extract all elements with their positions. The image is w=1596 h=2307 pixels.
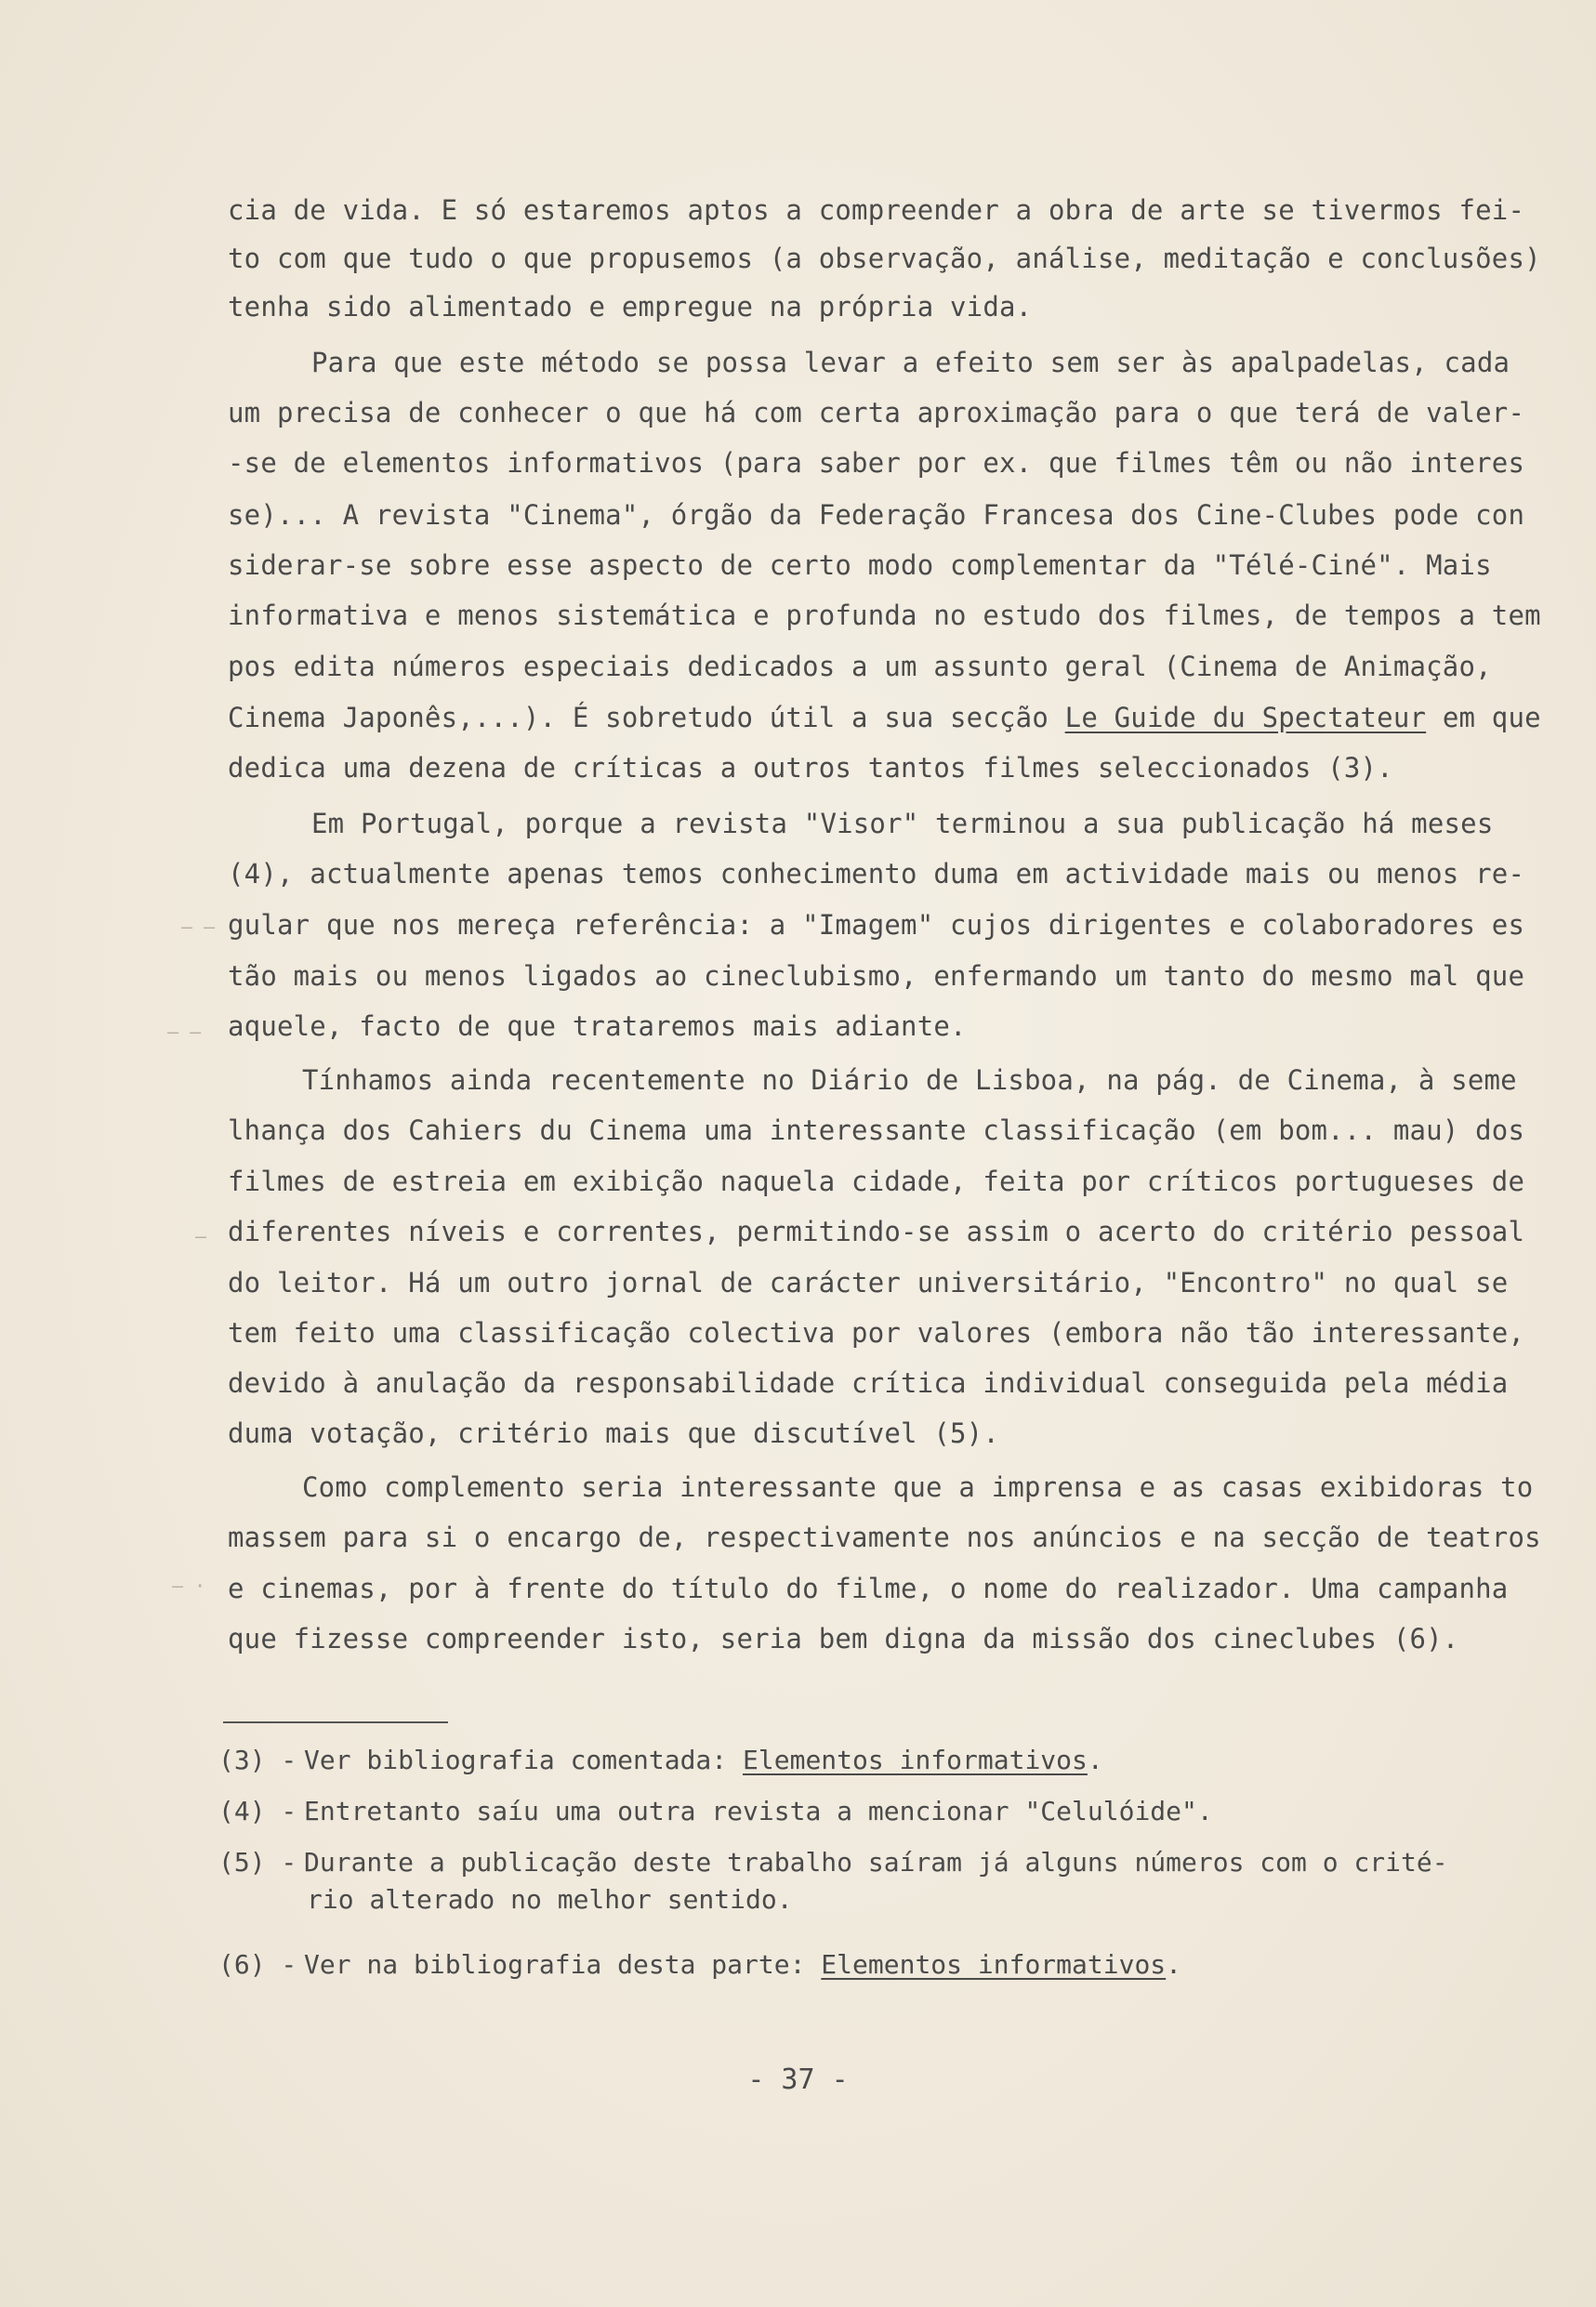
footnote-text: Ver bibliografia comentada: — [304, 1745, 744, 1775]
text-line: devido à anulação da responsabilidade crítica individual conseguida pela média — [228, 1367, 1509, 1399]
footnote-continuation: rio alterado no melhor sentido. — [307, 1884, 793, 1915]
publication-title: Le Guide du Spectateur — [1064, 702, 1427, 733]
footnote-text: Ver na bibliografia desta parte: — [304, 1949, 822, 1980]
text-line: tenha sido alimentado e empregue na própria vida. — [228, 291, 1033, 323]
text-line: tem feito uma classificação colectiva por valores (embora não tão interessante, — [228, 1317, 1525, 1349]
text-line: diferentes níveis e correntes, permitindo-se assim o acerto do critério pessoal — [228, 1216, 1525, 1247]
footnote-text: Entretanto saíu uma outra revista a mencionar "Celulóide". — [304, 1796, 1213, 1826]
text-line: lhança dos Cahiers du Cinema uma interessante classificação (em bom... mau) dos — [228, 1114, 1525, 1146]
text-line: que fizesse compreender isto, seria bem digna da missão dos cineclubes (6). — [228, 1623, 1459, 1654]
footnote-divider — [223, 1721, 448, 1723]
footnote-reference: Elementos informativos — [743, 1745, 1088, 1775]
text-line: duma votação, critério mais que discutível (5). — [228, 1417, 999, 1449]
text-line: cia de vida. E só estaremos aptos a compreender a obra de arte se tivermos fei- — [228, 194, 1525, 226]
text-line-with-title — [228, 699, 1541, 736]
margin-mark: — · — [172, 1575, 206, 1597]
text-segment: em que — [1426, 702, 1541, 733]
text-line: e cinemas, por à frente do título do filme, o nome do realizador. Uma campanha — [228, 1573, 1509, 1604]
text-line: -se de elementos informativos (para saber por ex. que filmes têm ou não interes — [228, 447, 1525, 479]
text-line: Para que este método se possa levar a efeito sem ser às apalpadelas, cada — [311, 347, 1510, 378]
text-line: Tínhamos ainda recentemente no Diário de Lisboa, na pág. de Cinema, à seme — [302, 1064, 1517, 1096]
footnote-number: (3) - — [218, 1745, 297, 1775]
footnote — [218, 1742, 1103, 1779]
footnote-reference: Elementos informativos — [821, 1949, 1167, 1980]
text-line: massem para si o encargo de, respectivamente nos anúncios e na secção de teatros — [228, 1522, 1541, 1553]
text-line: siderar-se sobre esse aspecto de certo modo complementar da "Télé-Ciné". Mais — [228, 549, 1492, 581]
text-line: Em Portugal, porque a revista "Visor" terminou a sua publicação há meses — [311, 808, 1494, 839]
margin-mark: — — — [181, 916, 216, 938]
footnote — [218, 1793, 1213, 1830]
text-line: um precisa de conhecer o que há com certa aproximação para o que terá de valer- — [228, 397, 1525, 428]
text-line: tão mais ou menos ligados ao cineclubismo, enfermando um tanto do mesmo mal que — [228, 960, 1525, 992]
footnote-number: (5) - — [218, 1847, 297, 1878]
footnote-number: (4) - — [218, 1796, 297, 1826]
text-line: aquele, facto de que trataremos mais adiante. — [228, 1010, 967, 1042]
margin-mark: — — [195, 1225, 207, 1247]
text-line: to com que tudo o que propusemos (a observação, análise, meditação e conclusões) — [228, 243, 1541, 274]
footnote-text: . — [1087, 1745, 1103, 1775]
footnote-number: (6) - — [218, 1949, 297, 1980]
text-line: do leitor. Há um outro jornal de carácter universitário, "Encontro" no qual se — [228, 1267, 1509, 1299]
text-line: informativa e menos sistemática e profunda no estudo dos filmes, de tempos a tem — [228, 600, 1541, 631]
text-line: (4), actualmente apenas temos conhecimento duma em actividade mais ou menos re- — [228, 858, 1525, 890]
footnote — [218, 1946, 1181, 1984]
text-segment: Cinema Japonês,...). É sobretudo útil a sua secção — [228, 702, 1049, 733]
text-line: dedica uma dezena de críticas a outros tantos filmes seleccionados (3). — [228, 752, 1393, 784]
text-line: Como complemento seria interessante que a imprensa e as casas exibidoras to — [302, 1471, 1534, 1503]
text-line: filmes de estreia em exibição naquela cidade, feita por críticos portugueses de — [228, 1166, 1525, 1197]
text-line: se)... A revista "Cinema", órgão da Federação Francesa dos Cine-Clubes pode con — [228, 499, 1525, 531]
margin-mark: — — — [167, 1021, 202, 1043]
text-line: gular que nos mereça referência: a "Imagem" cujos dirigentes e colaboradores es — [228, 909, 1525, 941]
page-number: - 37 - — [747, 2063, 849, 2096]
footnote — [218, 1844, 1448, 1915]
footnote-text: . — [1166, 1949, 1182, 1980]
footnote-text: Durante a publicação deste trabalho saíram já alguns números com o crité- — [304, 1847, 1448, 1878]
text-line: pos edita números especiais dedicados a um assunto geral (Cinema de Animação, — [228, 651, 1492, 682]
